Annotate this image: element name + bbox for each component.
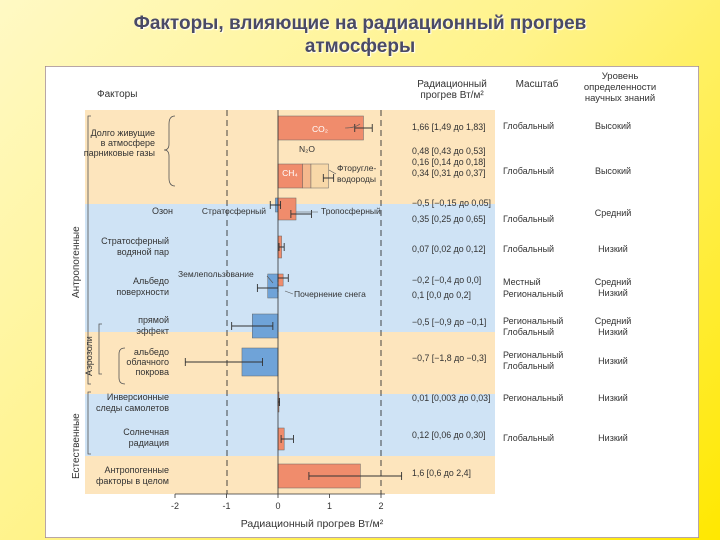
group-label-natural: Естественные: [71, 413, 82, 479]
row-label-strat-wv-1: Стратосферный: [101, 236, 169, 246]
row-label-ghg-2: в атмосфере: [100, 138, 155, 148]
slide-title: [60, 12, 660, 58]
scale-ozone: Глобальный: [503, 214, 555, 224]
bar-label-co2: CO₂: [311, 124, 329, 134]
level-contrails: Низкий: [598, 393, 628, 403]
scale-ghg-other: Глобальный: [503, 166, 555, 176]
level-co2: Высокий: [594, 121, 632, 131]
level-cloud: Низкий: [598, 356, 628, 366]
bar-label-ch4: CH₄: [282, 168, 298, 178]
value-strat-wv: 0,07 [0,02 до 0,12]: [412, 244, 486, 254]
row-label-ozone: Озон: [151, 206, 173, 216]
header-level-1: Уровень: [601, 71, 639, 82]
row-label-solar-1: Солнечная: [123, 427, 169, 437]
level-strat-wv: Низкий: [598, 244, 628, 254]
slide-title-line1: Факторы, влияющие на радиационный прогрев: [133, 13, 587, 34]
bar-halocarbons: [311, 164, 329, 188]
row-label-albedo-1: Альбедо: [132, 276, 169, 286]
header-forcing-2: прогрев Вт/м²: [420, 90, 484, 101]
scale-direct-1: Региональный: [503, 316, 564, 326]
row-label-strat-wv-2: водяной пар: [116, 247, 169, 257]
bar-label-halocarbons-1: Фторугле-: [337, 163, 377, 173]
slide-title-line2: атмосферы: [304, 36, 416, 57]
level-albedo-1: Средний: [594, 277, 632, 287]
scale-albedo-2: Региональный: [503, 289, 564, 299]
value-land-use: −0,2 [−0,4 до 0,0]: [412, 275, 482, 285]
row-label-direct-2: эффект: [136, 326, 169, 336]
scale-co2: Глобальный: [503, 121, 555, 131]
forcing-chart: [45, 66, 699, 538]
row-label-total-1: Антропогенные: [104, 465, 169, 475]
bar-snow: [278, 274, 283, 286]
row-label-albedo-2: поверхности: [116, 287, 169, 297]
value-halocarbons: 0,34 [0,31 до 0,37]: [412, 168, 486, 178]
x-tick-label: 0: [275, 501, 281, 511]
scale-albedo-1: Местный: [503, 277, 541, 287]
value-cloud: −0,7 [−1,8 до −0,3]: [412, 353, 487, 363]
scale-strat-wv: Глобальный: [503, 244, 555, 254]
row-label-ghg-1: Долго живущие: [90, 128, 155, 138]
x-tick-label: -1: [222, 501, 231, 511]
row-label-cloud-2: облачного: [126, 357, 169, 367]
value-snow: 0,1 [0,0 до 0,2]: [412, 290, 471, 300]
x-axis-label: Радиационный прогрев Вт/м²: [240, 518, 384, 530]
scale-contrails: Региональный: [503, 393, 564, 403]
bar-n2o: [303, 164, 311, 188]
row-label-ghg-3: парниковые газы: [83, 148, 155, 158]
x-tick-label: -2: [170, 501, 180, 511]
group-label-anthropogenic: Антропогенные: [71, 226, 82, 298]
row-label-total-2: факторы в целом: [95, 476, 169, 486]
row-label-solar-2: радиация: [128, 438, 169, 448]
header-level-3: научных знаний: [584, 93, 656, 104]
value-ch4: 0,48 [0,43 до 0,53]: [412, 146, 486, 156]
header-factors: Факторы: [97, 89, 138, 100]
value-ozone-trop: 0,35 [0,25 до 0,65]: [412, 214, 486, 224]
x-tick-label: 1: [326, 501, 333, 511]
bar-label-snow: Почернение снега: [294, 289, 366, 299]
bar-label-tropospheric: Тропосферный: [321, 206, 381, 216]
value-co2: 1,66 [1,49 до 1,83]: [412, 122, 486, 132]
scale-direct-2: Глобальный: [503, 327, 555, 337]
header-scale: Масштаб: [515, 79, 559, 90]
scale-solar: Глобальный: [503, 433, 555, 443]
group-label-aerosols: Аэрозоли: [84, 336, 94, 376]
row-label-cloud-1: альбедо: [133, 347, 169, 357]
bar-label-n2o: N₂O: [298, 144, 316, 154]
scale-cloud-1: Региональный: [503, 350, 564, 360]
bar-label-halocarbons-2: водороды: [337, 174, 376, 184]
bar-label-land-use: Землепользование: [178, 269, 254, 279]
value-solar: 0,12 [0,06 до 0,30]: [412, 430, 486, 440]
level-ghg-other: Высокий: [594, 166, 632, 176]
value-n2o: 0,16 [0,14 до 0,18]: [412, 157, 486, 167]
scale-cloud-2: Глобальный: [503, 361, 555, 371]
x-tick-label: 2: [378, 501, 384, 511]
value-direct: −0,5 [−0,9 до −0,1]: [412, 317, 487, 327]
row-label-cloud-3: покрова: [135, 367, 169, 377]
value-total: 1,6 [0,6 до 2,4]: [412, 468, 471, 478]
bar-land-use: [268, 274, 278, 298]
level-direct-1: Средний: [594, 316, 632, 326]
level-solar: Низкий: [598, 433, 628, 443]
level-albedo-2: Низкий: [598, 288, 628, 298]
value-ozone-strat: −0,5 [−0,15 до 0,05]: [412, 198, 491, 208]
row-label-contrails-2: следы самолетов: [95, 403, 169, 413]
level-ozone: Средний: [594, 208, 632, 218]
value-contrails: 0,01 [0,003 до 0,03]: [412, 393, 491, 403]
header-level-2: определенности: [583, 82, 657, 93]
level-direct-2: Низкий: [598, 327, 628, 337]
row-label-contrails-1: Инверсионные: [106, 392, 169, 402]
header-forcing-1: Радиационный: [417, 79, 487, 90]
bar-label-stratospheric: Стратосферный: [201, 206, 266, 216]
row-label-direct-1: прямой: [138, 315, 169, 325]
